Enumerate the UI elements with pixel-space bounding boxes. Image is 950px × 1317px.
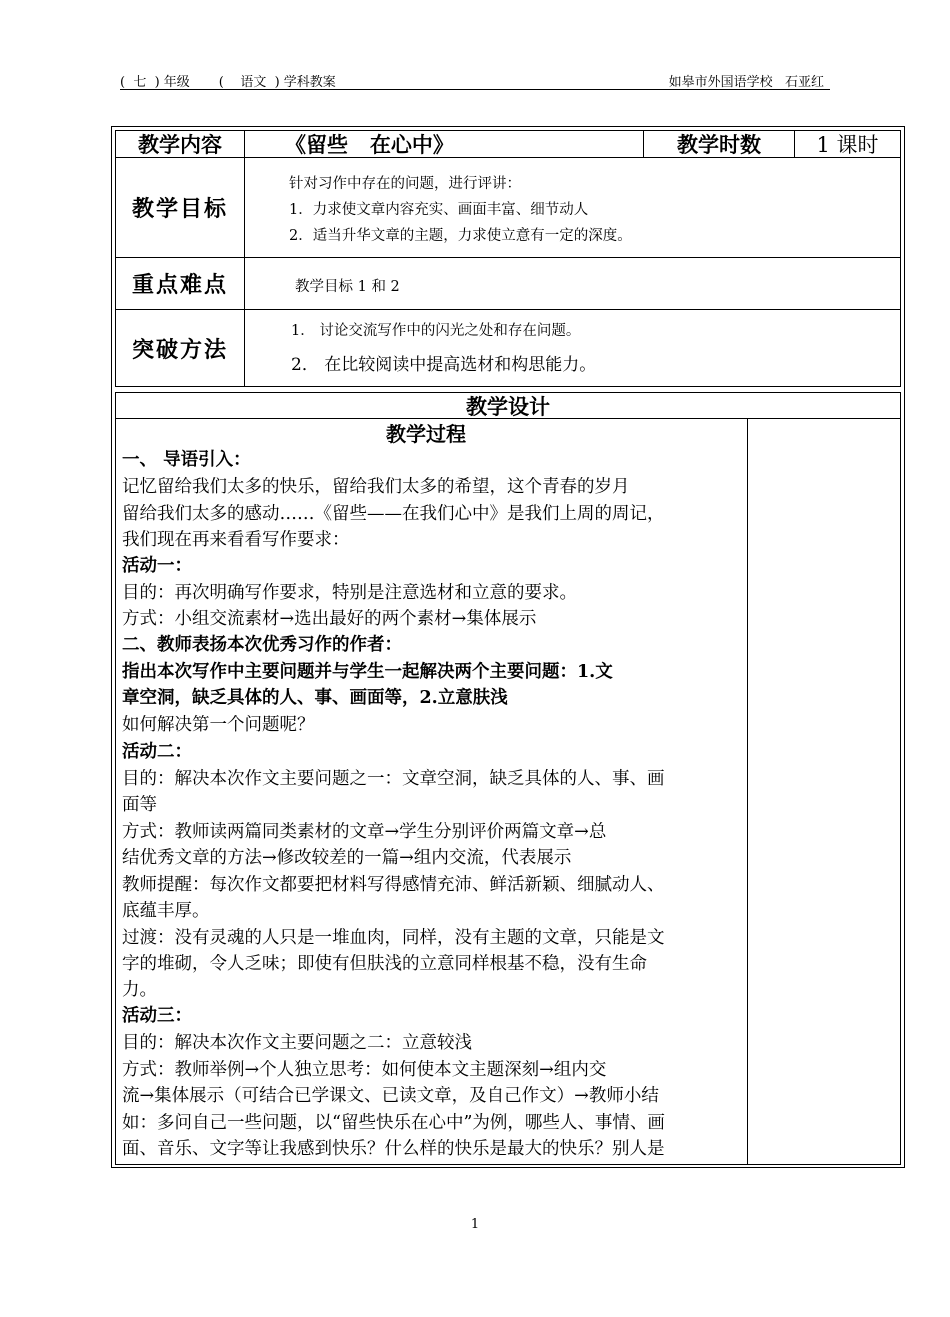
body-line: 如何解决第一个问题呢？ — [122, 715, 315, 735]
title-cell — [244, 130, 644, 158]
hours-value-cell — [794, 130, 901, 158]
body-line: 面等 — [122, 795, 157, 815]
body-line: 力。 — [122, 980, 157, 1000]
content-label-cell — [115, 130, 245, 158]
lesson-title: 《留些 在心中》 — [285, 132, 454, 157]
body-line: 我们现在再来看看写作要求： — [122, 530, 350, 550]
body-line: 方式：教师举例→个人独立思考：如何使本文主题深刻→组内交 — [122, 1060, 607, 1080]
method-item-2: 2． 在比较阅读中提高选材和构思能力。 — [291, 355, 597, 375]
activity-2-heading: 活动二： — [122, 742, 192, 762]
lesson-plan-table — [111, 126, 905, 1168]
body-line: 字的堆砌，令人乏味；即使有但肤浅的立意同样根基不稳，没有生命 — [122, 954, 647, 974]
page-header — [120, 71, 830, 90]
method-label-cell — [115, 309, 245, 387]
page-number: 1 — [470, 1217, 480, 1232]
hours-value: 1 课时 — [816, 133, 879, 157]
hours-label-cell — [643, 130, 795, 158]
body-line: 目的：解决本次作文主要问题之二：立意较浅 — [122, 1033, 472, 1053]
goal-item-2: 2．适当升华文章的主题，力求使立意有一定的深度。 — [289, 228, 632, 244]
body-line-bold: 指出本次写作中主要问题并与学生一起解决两个主要问题：1.文 — [122, 662, 613, 682]
activity-3-heading: 活动三： — [122, 1006, 192, 1026]
body-line: 流→集体展示（可结合已学课文、已读文章，及自己作文）→教师小结 — [122, 1086, 659, 1106]
goals-intro: 针对习作中存在的问题，进行评讲： — [289, 176, 521, 192]
design-label: 教学设计 — [466, 393, 550, 419]
body-line: 留给我们太多的感动……《留些——在我们心中》是我们上周的周记， — [122, 504, 665, 524]
body-line-bold: 章空洞，缺乏具体的人、事、画面等，2.立意肤浅 — [122, 688, 508, 708]
method-item-1: 1． 讨论交流写作中的闪光之处和存在问题。 — [291, 323, 581, 339]
activity-1-heading: 活动一： — [122, 556, 192, 576]
key-label: 重点难点 — [131, 272, 228, 298]
body-line: 底蕴丰厚。 — [122, 901, 210, 921]
body-line: 结优秀文章的方法→修改较差的一篇→组内交流，代表展示 — [122, 848, 572, 868]
goal-item-1: 1．力求使文章内容充实、画面丰富、细节动人 — [289, 202, 589, 218]
body-line: 记忆留给我们太多的快乐，留给我们太多的希望，这个青春的岁月 — [122, 477, 630, 497]
body-line: 如：多问自己一些问题，以“留些快乐在心中”为例，哪些人、事情、画 — [122, 1113, 665, 1133]
key-content-cell — [244, 257, 901, 310]
process-label: 教学过程 — [386, 422, 466, 446]
body-line: 面、音乐、文字等让我感到快乐？什么样的快乐是最大的快乐？别人是 — [122, 1139, 665, 1159]
header-grade-subject: ( 七 ) 年级 ( 语文 ) 学科教案 — [120, 75, 336, 90]
section-two-heading: 二、教师表扬本次优秀习作的作者： — [122, 635, 402, 655]
section-intro-heading: 一、 导语引入： — [122, 450, 251, 470]
body-line: 目的：解决本次作文主要问题之一：文章空洞，缺乏具体的人、事、画 — [122, 769, 665, 789]
header-school-teacher: 如皋市外国语学校 石亚红 — [668, 75, 824, 90]
key-text: 教学目标 1 和 2 — [295, 279, 400, 295]
goals-label-cell — [115, 157, 245, 258]
method-label: 突破方法 — [131, 336, 228, 363]
body-line: 过渡：没有灵魂的人只是一堆血肉，同样，没有主题的文章，只能是文 — [122, 928, 665, 948]
notes-column — [747, 418, 901, 1165]
content-label: 教学内容 — [138, 132, 222, 157]
hours-label: 教学时数 — [677, 132, 761, 157]
design-label-cell — [115, 392, 901, 419]
process-body — [116, 421, 741, 1165]
goals-label: 教学目标 — [131, 196, 228, 222]
goals-content-cell — [244, 157, 901, 258]
body-line: 方式：教师读两篇同类素材的文章→学生分别评价两篇文章→总 — [122, 822, 607, 842]
key-label-cell — [115, 257, 245, 310]
body-line: 教师提醒：每次作文都要把材料写得感情充沛、鲜活新颖、细腻动人、 — [122, 875, 665, 895]
body-line: 目的：再次明确写作要求，特别是注意选材和立意的要求。 — [122, 583, 577, 603]
body-line: 方式：小组交流素材→选出最好的两个素材→集体展示 — [122, 609, 537, 629]
method-content-cell — [244, 309, 901, 387]
